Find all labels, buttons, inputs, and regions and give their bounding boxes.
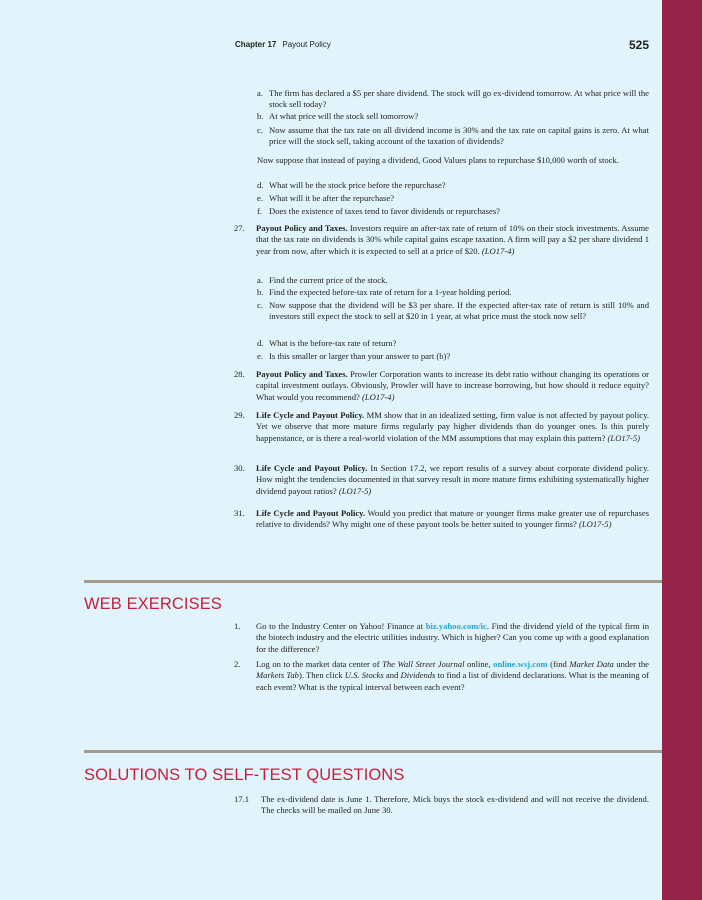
q27-learning-objective: (LO17-4): [481, 245, 515, 256]
q27-part-c: c. Now suppose that the dividend will be $3 per share. If the expected after-tax rate of return is still 10% and investors still expect the stock to sell at $20 in 1 year, at what price must the stock now sell?: [257, 300, 649, 322]
q26-part-f: f. Does the existence of taxes tend to favor dividends or repurchases?: [257, 206, 500, 216]
web-exercise-1: 1. Go to the Industry Center on Yahoo! Finance at biz.yahoo.com/ic. Find the dividend yield of the typical firm in the biotech industry and the electric utilities industry. Which is higher? Can you come up with a good explanation for the difference?: [234, 621, 649, 654]
solution-17-1: 17.1 The ex-dividend date is June 1. Therefore, Mick buys the stock ex-dividend and will not receive the dividend. The checks will be mailed on June 30.: [234, 794, 649, 816]
page-edge-band: [662, 0, 702, 900]
question-29: 29. Life Cycle and Payout Policy. MM show that in an idealized setting, firm value is not affected by payout policy. Yet we observe that more mature firms regularly pay higher dividends than do younger ones. Is this purely happenstance, or is there a real-world violation of the MM assumptions that may explain this pattern? (LO17-5): [234, 410, 649, 443]
section-divider-solutions: [84, 750, 662, 753]
solutions-heading: SOLUTIONS TO SELF-TEST QUESTIONS: [84, 766, 405, 784]
section-divider-web: [84, 580, 662, 583]
q28-title: Payout Policy and Taxes.: [256, 369, 348, 379]
running-header: [235, 40, 649, 54]
q26-part-b: b. At what price will the stock sell tomorrow?: [257, 111, 419, 121]
q30-learning-objective: (LO17-5): [338, 485, 372, 496]
q31-learning-objective: (LO17-5): [579, 519, 612, 530]
q26-part-e: e. What will it be after the repurchase?: [257, 193, 395, 203]
wsj-link[interactable]: online.wsj.com: [493, 659, 548, 669]
chapter-label: Chapter 17: [235, 40, 277, 49]
yahoo-finance-link[interactable]: biz.yahoo.com/ic: [425, 621, 487, 631]
q27-part-d: d. What is the before-tax rate of return?: [257, 338, 397, 348]
web-exercise-2: 2. Log on to the market data center of The Wall Street Journal online, online.wsj.com (find Market Data under the Markets Tab). Then click U.S. Stocks and Dividends to find a list of dividend declarations. What is the meaning of each event? What is the typical interval between each event?: [234, 659, 649, 692]
q26-part-a: a. The firm has declared a $5 per share dividend. The stock will go ex-dividend tomorrow. At what price will the stock sell today?: [257, 88, 649, 110]
q27-part-e: e. Is this smaller or larger than your answer to part (b)?: [257, 351, 451, 361]
q29-learning-objective: (LO17-5): [607, 432, 641, 443]
q27-title: Payout Policy and Taxes.: [256, 223, 348, 233]
q29-title: Life Cycle and Payout Policy.: [256, 410, 365, 420]
page-number: 525: [628, 38, 649, 52]
q27-part-b: b. Find the expected before-tax rate of return for a 1-year holding period.: [257, 287, 512, 297]
q28-learning-objective: (LO17-4): [361, 391, 395, 402]
web-exercises-heading: WEB EXERCISES: [84, 595, 222, 613]
q26-part-d: d. What will be the stock price before the repurchase?: [257, 180, 446, 190]
question-28: 28. Payout Policy and Taxes. Prowler Corporation wants to increase its debt ratio without changing its operations or capital investment outlays. Obviously, Prowler will have to increase borrowing, but how should it reduce equity? What would you recommend? (LO17-4): [234, 369, 649, 402]
question-31: 31. Life Cycle and Payout Policy. Would you predict that mature or younger firms make greater use of repurchases relative to dividends? Why might one of these payout tools be better suited to younger firms? (LO17-5): [234, 508, 649, 530]
q26-repurchase-paragraph: Now suppose that instead of paying a dividend, Good Values plans to repurchase $10,000 worth of stock.: [257, 155, 619, 165]
question-27: 27. Payout Policy and Taxes. Investors require an after-tax rate of return of 10% on their stock investments. Assume that the tax rate on dividends is 30% while capital gains escape taxation. A firm will pay a $2 per share dividend 1 year from now, after which it is expected to sell at a price of $20. (LO17-4): [234, 223, 649, 256]
question-30: 30. Life Cycle and Payout Policy. In Section 17.2, we report results of a survey about corporate dividend policy. How might the tendencies documented in that survey result in more mature firms exhibiting systematically higher dividend payout ratios? (LO17-5): [234, 463, 649, 496]
q27-part-a: a. Find the current price of the stock.: [257, 275, 388, 285]
q31-title: Life Cycle and Payout Policy.: [256, 508, 366, 518]
chapter-title: Payout Policy: [282, 40, 331, 49]
q26-part-c: c. Now assume that the tax rate on all dividend income is 30% and the tax rate on capital gains is zero. At what price will the stock sell, taking account of the taxation of dividends?: [257, 125, 649, 147]
q30-title: Life Cycle and Payout Policy.: [256, 463, 368, 473]
